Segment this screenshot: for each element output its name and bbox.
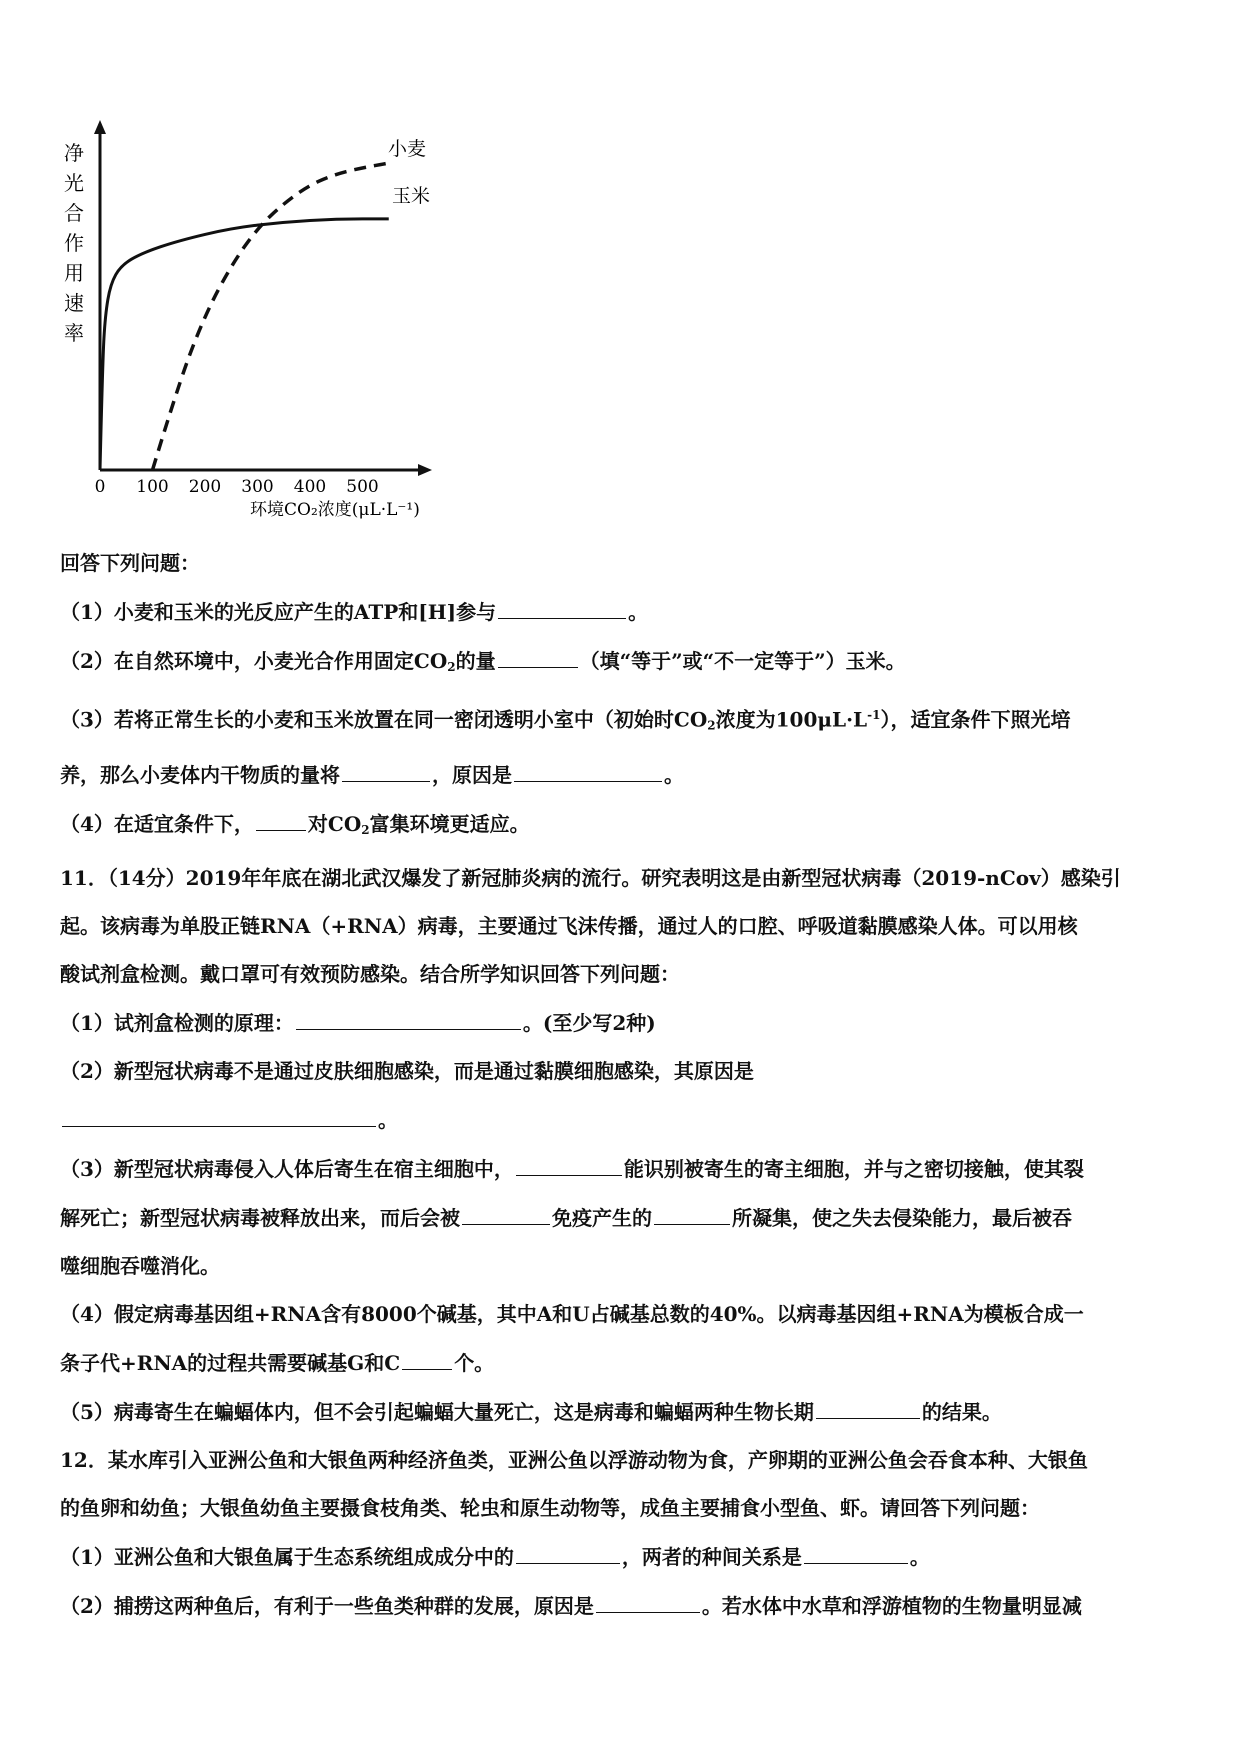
question-text (60, 550, 1190, 1641)
q12-1-text: （1）亚洲公鱼和大银鱼属于生态系统组成成分中的 (60, 1544, 514, 1569)
q11-4-text-b: 条子代+RNA的过程共需要碱基G和C (60, 1350, 401, 1375)
q12-2-text-b: 。若水体中水草和浮游植物的生物量明显减 (701, 1593, 1082, 1618)
x-tick-label: 300 (241, 477, 274, 497)
answer-blank[interactable] (402, 1349, 452, 1370)
q11-3-text: （3）新型冠状病毒侵入人体后寄生在宿主细胞中， (60, 1156, 514, 1181)
wheat-curve (153, 163, 389, 470)
x-tick-label: 400 (293, 477, 327, 497)
q11-2-text: （2）新型冠状病毒不是通过皮肤细胞感染，而是通过黏膜细胞感染，其原因是 (60, 1058, 754, 1083)
y-label-char: 合 (64, 201, 84, 225)
q11-3-cont (60, 1204, 1190, 1231)
q11-2-end: 。 (378, 1107, 398, 1132)
graph-svg (60, 110, 540, 530)
q11-5 (60, 1398, 1190, 1425)
q1-2-text: （2）在自然环境中，小麦光合作用固定CO (60, 649, 448, 673)
q11-3-cont-2 (60, 1253, 1190, 1279)
answer-blank[interactable] (462, 1204, 550, 1225)
x-tick-labels (95, 477, 379, 497)
q1-3-text-d: 养，那么小麦体内干物质的量将 (60, 762, 340, 787)
y-label-char: 速 (64, 291, 84, 315)
q1-2 (60, 647, 1190, 680)
answer-blank[interactable] (498, 598, 626, 619)
q12-1 (60, 1543, 1190, 1570)
q11-2 (60, 1058, 1190, 1084)
q12-line-2 (60, 1495, 1190, 1521)
photosynthesis-graph (60, 110, 540, 530)
maize-curve (100, 219, 389, 470)
q1-2-text-c: （填“等于”或“不一定等于”）玉米。 (579, 649, 906, 673)
y-label-char: 净 (64, 141, 84, 165)
x-tick-label: 100 (136, 477, 169, 497)
subscript: 2 (447, 660, 456, 674)
answer-blank[interactable] (514, 761, 662, 782)
q12-text-2: 的鱼卵和幼鱼；大银鱼幼鱼主要摄食枝角类、轮虫和原生动物等，成鱼主要捕食小型鱼、虾。请回答下列问题： (60, 1495, 1040, 1520)
q11-4-text: （4）假定病毒基因组+RNA含有8000个碱基，其中A和U占碱基总数的40%。以病毒基因组+RNA为模板合成一 (60, 1301, 1084, 1326)
superscript: -1 (867, 708, 881, 722)
x-tick-label: 0 (94, 477, 106, 497)
q11-1-text: （1）试剂盒检测的原理： (60, 1010, 294, 1035)
q11-3-text-f: 噬细胞吞噬消化。 (60, 1253, 220, 1278)
answer-blank[interactable] (654, 1204, 730, 1225)
wheat-label: 小麦 (388, 138, 427, 160)
q12-1-end: 。 (909, 1544, 930, 1569)
q11-3-text-e: 所凝集，使之失去侵染能力，最后被吞 (732, 1205, 1072, 1230)
x-tick-label: 500 (346, 477, 379, 497)
q1-3-text-e: ，原因是 (432, 762, 512, 787)
y-label-char: 光 (64, 171, 84, 195)
q12-2-text: （2）捕捞这两种鱼后，有利于一些鱼类种群的发展，原因是 (60, 1593, 594, 1618)
q11-4 (60, 1301, 1190, 1327)
q11-4-end: 个。 (454, 1350, 495, 1375)
q1-4-text: （4）在适宜条件下， (60, 811, 254, 836)
intro-line (60, 550, 1190, 576)
q11-3-text-d: 免疫产生的 (552, 1205, 652, 1230)
answer-blank[interactable] (342, 761, 430, 782)
answer-blank[interactable] (498, 647, 578, 668)
q11-1 (60, 1009, 1190, 1036)
q11-2-cont (60, 1106, 1190, 1133)
q12-1-text-b: ，两者的种间关系是 (621, 1544, 802, 1569)
y-label-char: 用 (64, 261, 84, 285)
q1-1-text: （1）小麦和玉米的光反应产生的ATP和[H]参与 (60, 600, 497, 624)
q1-2-text-b: 的量 (455, 649, 496, 673)
q1-4-text-b: 对CO (307, 811, 362, 836)
q1-1-end: 。 (628, 600, 649, 624)
q11-3-text-c: 解死亡；新型冠状病毒被释放出来，而后会被 (60, 1205, 460, 1230)
y-label-char: 率 (64, 321, 84, 345)
answer-blank[interactable] (596, 1592, 700, 1613)
answer-blank[interactable] (804, 1543, 908, 1564)
q11-text-3: 酸试剂盒检测。戴口罩可有效预防感染。结合所学知识回答下列问题： (60, 961, 680, 986)
answer-blank[interactable] (816, 1398, 920, 1419)
subscript: 2 (361, 822, 370, 837)
q1-3-text-c: ），适宜条件下照光培 (880, 707, 1071, 732)
q11-text-2: 起。该病毒为单股正链RNA（+RNA）病毒，主要通过飞沫传播，通过人的口腔、呼吸道黏膜感染人体。可以用核 (60, 913, 1078, 938)
q11-1-end: 。(至少写2种) (522, 1010, 656, 1035)
q12-2 (60, 1592, 1190, 1619)
q11-4-cont (60, 1349, 1190, 1376)
q1-3 (60, 702, 1190, 739)
x-axis-arrow (418, 464, 432, 476)
q11-line-2 (60, 913, 1190, 939)
answer-blank[interactable] (516, 1155, 622, 1176)
q11-3-text-b: 能识别被寄生的寄主细胞，并与之密切接触，使其裂 (623, 1156, 1084, 1181)
q1-3-text: （3）若将正常生长的小麦和玉米放置在同一密闭透明小室中（初始时CO (60, 707, 708, 732)
q1-3-cont (60, 761, 1190, 788)
y-axis-label (64, 141, 84, 345)
q11-text-1: 11．（14分）2019年年底在湖北武汉爆发了新冠肺炎病的流行。研究表明这是由新型冠状病毒（2019-nCov）感染引 (60, 865, 1121, 890)
q11-5-text: （5）病毒寄生在蝙蝠体内，但不会引起蝙蝠大量死亡，这是病毒和蝙蝠两种生物长期 (60, 1399, 814, 1424)
q11-line-3 (60, 961, 1190, 987)
answer-blank[interactable] (256, 810, 306, 831)
answer-blank[interactable] (62, 1106, 376, 1127)
q12-text-1: 12．某水库引入亚洲公鱼和大银鱼两种经济鱼类，亚洲公鱼以浮游动物为食，产卵期的亚洲公鱼会吞食本种、大银鱼 (60, 1447, 1088, 1472)
answer-blank[interactable] (516, 1543, 620, 1564)
q1-4-text-c: 富集环境更适应。 (369, 811, 530, 836)
q1-3-end: 。 (664, 762, 684, 787)
x-tick-label: 200 (188, 477, 222, 497)
q12-line-1 (60, 1447, 1190, 1473)
x-axis-label: 环境CO₂浓度(μL·L⁻¹) (250, 500, 420, 520)
maize-label: 玉米 (392, 185, 431, 207)
q11-3 (60, 1155, 1190, 1182)
y-label-char: 作 (64, 231, 84, 255)
y-axis-arrow (94, 120, 106, 134)
intro-text: 回答下列问题： (60, 551, 200, 575)
q1-3-text-b: 浓度为100μL·L (715, 707, 868, 732)
answer-blank[interactable] (296, 1009, 521, 1030)
subscript: 2 (707, 718, 716, 733)
q1-1 (60, 598, 1190, 625)
q11-5-end: 的结果。 (921, 1399, 1002, 1424)
q11-line-1 (60, 865, 1190, 891)
q1-4 (60, 810, 1190, 843)
